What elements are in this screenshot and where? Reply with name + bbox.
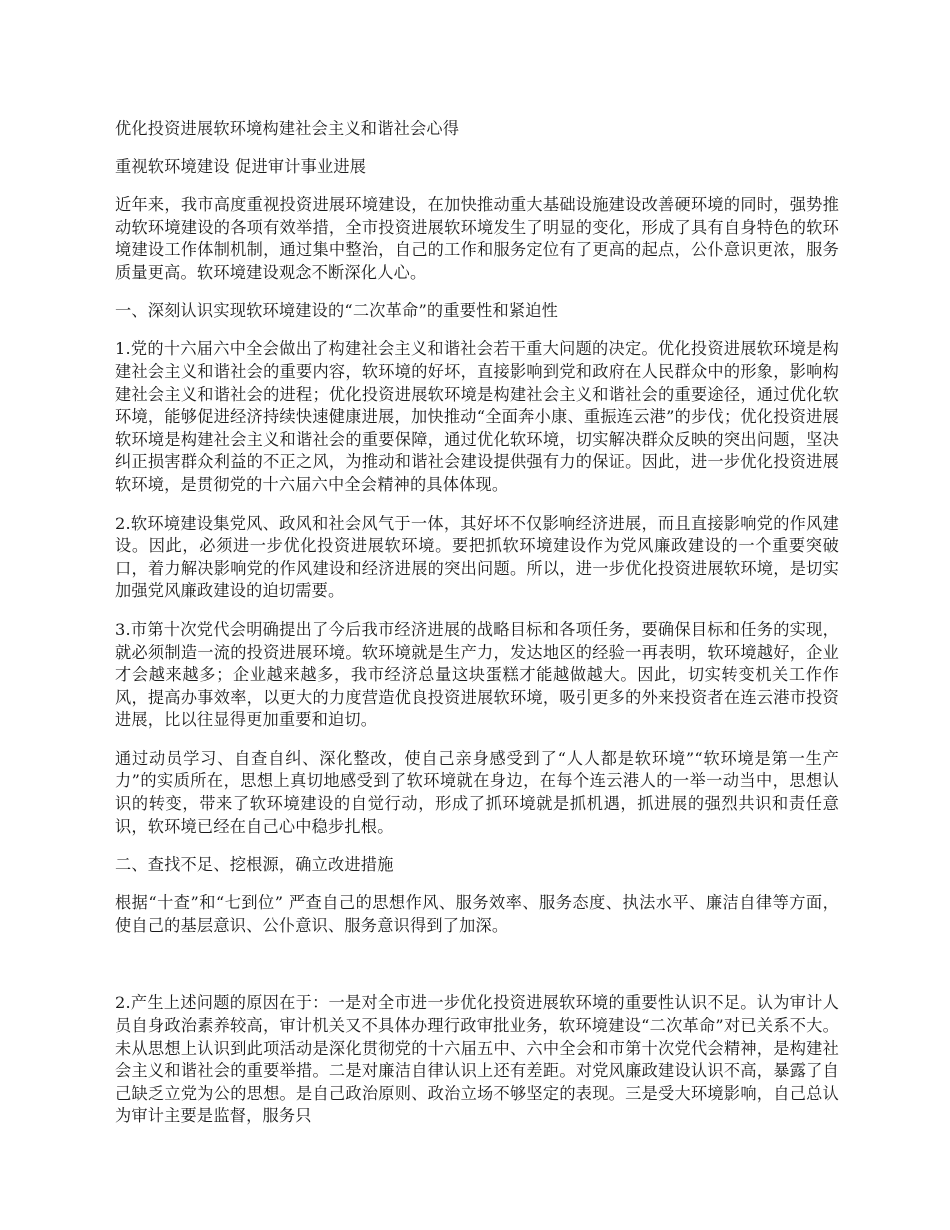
section-heading-1: 一、深刻认识实现软环境建设的“二次革命”的重要性和紧迫性 [115,301,559,321]
document-subtitle: 重视软环境建设 促进审计事业进展 [115,157,367,176]
paragraph-point-1: 1.党的十六届六中全会做出了构建社会主义和谐社会若干重大问题的决定。优化投资进展软环境是构建社会主义和谐社会的重要内容，软环境的好坏，直接影响到党和政府在人民群众中的形象，影响构建社会主义和谐社会的进程；优化投资进展软环境是构建社会主义和谐社会的重要途径，通过优化软环境，能够促进经济持续快速健康进展，加快推动“全面奔小康、重振连云港”的步伐；优化投资进展软环境是构建社会主义和谐社会的重要保障，通过优化软环境，切实解决群众反映的突出问题，坚决纠正损害群众利益的不正之风，为推动和谐社会建设提供强有力的保证。因此，进一步优化投资进展软环境，是贯彻党的十六届六中全会精神的具体体现。 [115,339,839,494]
paragraph-point-3: 3.市第十次党代会明确提出了今后我市经济进展的战略目标和各项任务，要确保目标和任务的实现，就必须制造一流的投资进展环境。软环境就是生产力，发达地区的经验一再表明，软环境越好，企业才会越来越多；企业越来越多，我市经济总量这块蛋糕才能越做越大。因此，切实转变机关工作作风，提高办事效率，以更大的力度营造优良投资进展软环境，吸引更多的外来投资者在连云港市投资进展，比以往显得更加重要和迫切。 [115,619,839,730]
section-heading-2: 二、查找不足、挖根源，确立改进措施 [115,855,394,875]
document-page [115,118,839,1144]
paragraph-intro: 近年来，我市高度重视投资进展环境建设，在加快推动重大基础设施建设改善硬环境的同时，强势推动软环境建设的各项有效举措，全市投资进展软环境发生了明显的变化，形成了具有自身特色的软环境建设工作体制机制，通过集中整治，自己的工作和服务定位有了更高的起点，公仆意识更浓，服务质量更高。软环境建设观念不断深化人心。 [115,195,839,282]
blank-spacer [115,953,839,992]
paragraph-reflection: 通过动员学习、自查自纠、深化整改，使自己亲身感受到了“人人都是软环境”“软环境是第一生产力”的实质所在，思想上真切地感受到了软环境就在身边，在每个连云港人的一举一动当中，思想认识的转变，带来了软环境建设的自觉行动，形成了抓环境就是抓机遇，抓进展的强烈共识和责任意识，软环境已经在自己心中稳步扎根。 [115,748,839,836]
document-title: 优化投资进展软环境构建社会主义和谐社会心得 [115,119,460,138]
paragraph-self-check: 根据“十查”和“七到位” 严查自己的思想作风、服务效率、服务态度、执法水平、廉洁自律等方面，使自己的基层意识、公仆意识、服务意识得到了加深。 [115,893,839,935]
paragraph-causes: 2.产生上述问题的原因在于：一是对全市进一步优化投资进展软环境的重要性认识不足。认为审计人员自身政治素养较高，审计机关又不具体办理行政审批业务，软环境建设“二次革命”对已关系不大。未从思想上认识到此项活动是深化贯彻党的十六届五中、六中全会和市第十次党代会精神，是构建社会主义和谐社会的重要举措。二是对廉洁自律认识上还有差距。对党风廉政建设认识不高，暴露了自己缺乏立党为公的思想。是自己政治原则、政治立场不够坚定的表现。三是受大环境影响，自己总认为审计主要是监督，服务只 [115,993,839,1126]
paragraph-point-2: 2.软环境建设集党风、政风和社会风气于一体，其好坏不仅影响经济进展，而且直接影响党的作风建设。因此，必须进一步优化投资进展软环境。要把抓软环境建设作为党风廉政建设的一个重要突破口，着力解决影响党的作风建设和经济进展的突出问题。所以，进一步优化投资进展软环境，是切实加强党风廉政建设的迫切需要。 [115,513,839,601]
